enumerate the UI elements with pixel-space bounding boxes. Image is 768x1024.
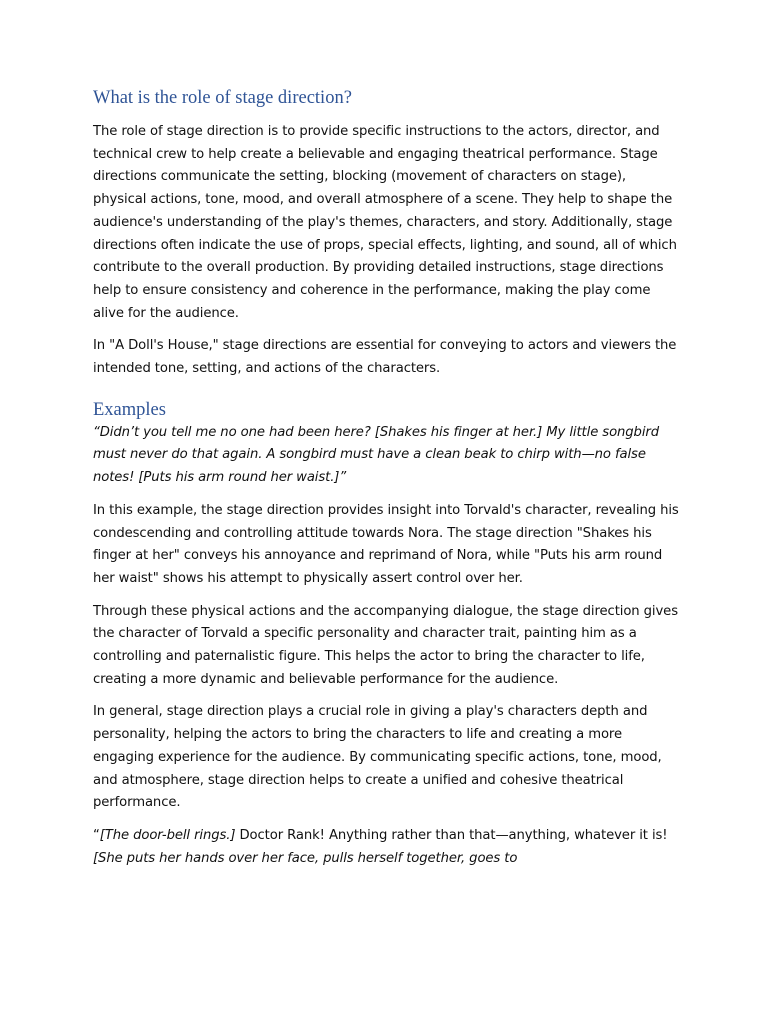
stage-direction-doorbell: [The door-bell rings.]	[99, 827, 236, 843]
quote-doctor-rank	[93, 825, 683, 870]
speech-doctor-rank: Doctor Rank! Anything rather than that—anything, whatever it is!	[235, 827, 668, 843]
stage-direction-hands-over-face: [She puts her hands over her face, pulls herself together, goes to	[93, 850, 518, 866]
paragraph-role-definition: The role of stage direction is to provide specific instructions to the actors, director, and technical crew to help create a believable and engaging theatrical performance. Stage directions communicate the setting, blocking (movement of characters on stage), physical actions, tone, mood, and overall atmosphere of a scene. They help to shape the audience's understanding of the play's themes, characters, and story. Additionally, stage directions often indicate the use of props, special effects, lighting, and sound, all of which contribute to the overall production. By providing detailed instructions, stage directions help to ensure consistency and coherence in the performance, making the play come alive for the audience.	[93, 124, 677, 321]
paragraph-torvald-analysis: In this example, the stage direction provides insight into Torvald's character, revealing his condescending and controlling attitude towards Nora. The stage direction "Shakes his finger at her" conveys his annoyance and reprimand of Nora, while "Puts his arm round her waist" shows his attempt to physically assert control over her.	[93, 502, 679, 586]
paragraph-dolls-house: In "A Doll's House," stage directions are essential for conveying to actors and viewers the intended tone, setting, and actions of the characters.	[93, 338, 677, 377]
quote-torvald: “Didn’t you tell me no one had been here? [Shakes his finger at her.] My little songbird must never do that again. A songbird must have a clean beak to chirp with—no false notes! [Puts his arm round her waist.]”	[93, 424, 659, 486]
paragraph-general-summary: In general, stage direction plays a crucial role in giving a play's characters depth and personality, helping the actors to bring the characters to life and creating a more engaging experience for the audience. By communicating specific actions, tone, mood, and atmosphere, stage direction helps to create a unified and cohesive theatrical performance.	[93, 704, 662, 811]
quote-open-mark: “	[93, 827, 100, 843]
document-page	[93, 86, 683, 880]
paragraph-physical-actions: Through these physical actions and the accompanying dialogue, the stage direction gives the character of Torvald a specific personality and character trait, painting him as a controlling and paternalistic figure. This helps the actor to bring the character to life, creating a more dynamic and believable performance for the audience.	[93, 603, 678, 687]
heading-examples: Examples	[93, 399, 166, 420]
heading-role-of-stage-direction: What is the role of stage direction?	[93, 88, 352, 108]
